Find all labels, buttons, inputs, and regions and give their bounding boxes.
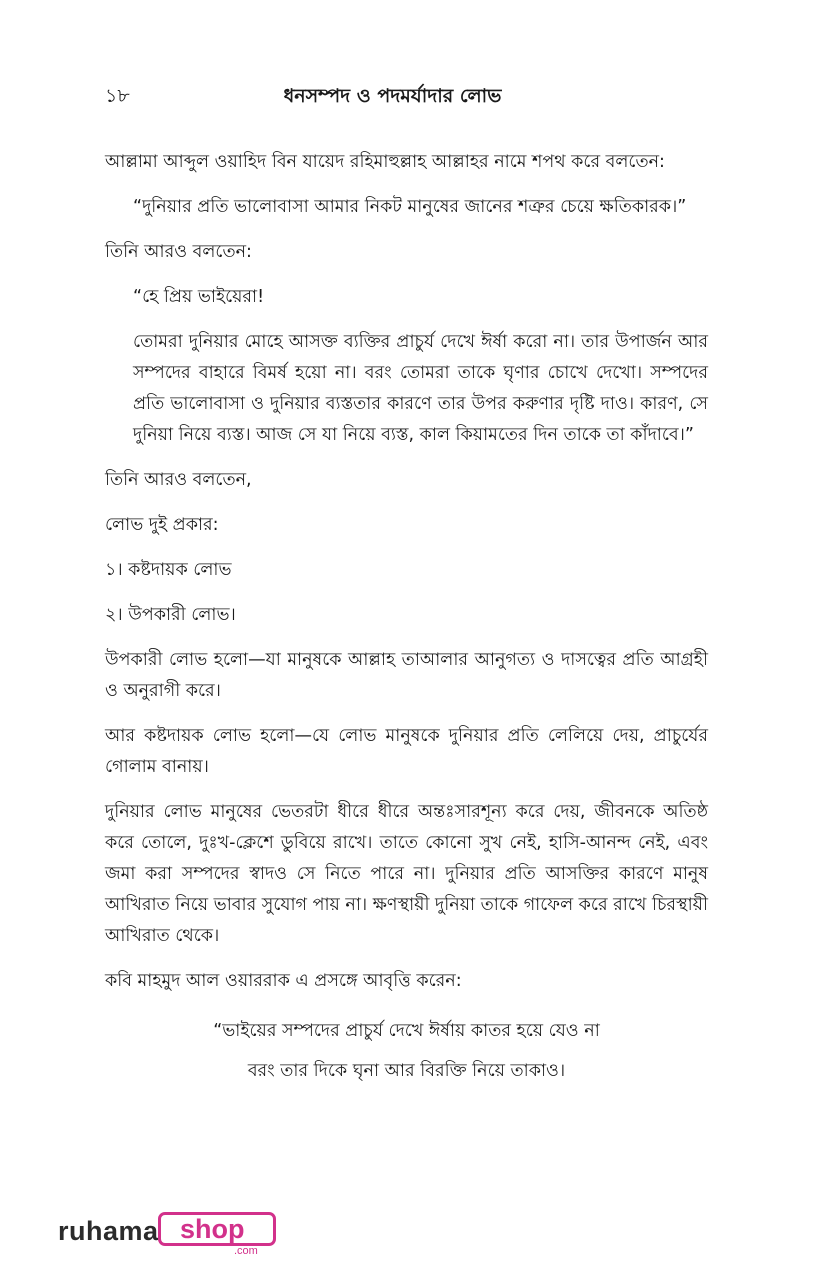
page-number: ১৮	[105, 85, 130, 107]
paragraph: কবি মাহমুদ আল ওয়াররাক এ প্রসঙ্গে আবৃত্তি করেন:	[105, 971, 462, 991]
poem	[105, 1011, 708, 1091]
quote-block	[105, 282, 708, 451]
paragraph: তিনি আরও বলতেন:	[105, 242, 252, 262]
paragraph: আর কষ্টদায়ক লোভ হলো—যে লোভ মানুষকে দুনিয়ার প্রতি লেলিয়ে দেয়, প্রাচুর্যের গোলাম বানায়।	[105, 726, 708, 777]
poem-line: “ভাইয়ের সম্পদের প্রাচুর্য দেখে ঈর্ষায় কাতর হয়ে যেও না	[213, 1021, 600, 1041]
logo-text-domain: .com	[234, 1245, 258, 1257]
poem-line: বরং তার দিকে ঘৃনা আর বিরক্তি নিয়ে তাকাও।	[247, 1061, 566, 1081]
paragraph: তিনি আরও বলতেন,	[105, 470, 252, 490]
quote-body: তোমরা দুনিয়ার মোহে আসক্ত ব্যক্তির প্রাচুর্য দেখে ঈর্ষা করো না। তার উপার্জন আর সম্পদের বাহারে বিমর্ষ হয়ো না। বরং তোমরা তাকে ঘৃণার চোখে দেখো। সম্পদের প্রতি ভালোবাসা ও দুনিয়ার ব্যস্ততার কারণে তার উপর করুণার দৃষ্টি দাও। কারণ, সে দুনিয়া নিয়ে ব্যস্ত। আজ সে যা নিয়ে ব্যস্ত, কাল কিয়ামতের দিন তাকে তা কাঁদাবে।”	[133, 332, 708, 445]
list-item: ১। কষ্টদায়ক লোভ	[105, 560, 232, 580]
paragraph: দুনিয়ার লোভ মানুষের ভেতরটা ধীরে ধীরে অন্তঃসারশূন্য করে দেয়, জীবনকে অতিষ্ঠ করে তোলে, দুঃখ-ক্লেশে ডুবিয়ে রাখে। তাতে কোনো সুখ নেই, হাসি-আনন্দ নেই, এবং জমা করা সম্পদের স্বাদও সে নিতে পারে না। দুনিয়ার প্রতি আসক্তির কারণে মানুষ আখিরাত নিয়ে ভাবার সুযোগ পায় না। ক্ষণস্থায়ী দুনিয়া তাকে গাফেল করে রাখে চিরস্থায়ী আখিরাত থেকে।	[105, 802, 708, 946]
page-header	[105, 82, 680, 114]
quote-opening: “হে প্রিয় ভাইয়েরা!	[133, 287, 265, 307]
logo-text-shop: shop	[180, 1214, 245, 1244]
list-item: ২। উপকারী লোভ।	[105, 605, 236, 625]
running-title: ধনসম্পদ ও পদমর্যাদার লোভ	[283, 85, 502, 107]
paragraph: উপকারী লোভ হলো—যা মানুষকে আল্লাহ তাআলার আনুগত্য ও দাসত্বের প্রতি আগ্রহী ও অনুরাগী করে।	[105, 650, 708, 701]
paragraph: লোভ দুই প্রকার:	[105, 515, 219, 535]
paragraph: আল্লামা আব্দুল ওয়াহিদ বিন যায়েদ রহিমাহুল্লাহ আল্লাহর নামে শপথ করে বলতেন:	[105, 152, 665, 172]
logo-text-ruhama: ruhama	[58, 1216, 159, 1246]
ruhamashop-logo	[58, 1212, 258, 1258]
body-text	[105, 147, 708, 1091]
quote: “দুনিয়ার প্রতি ভালোবাসা আমার নিকট মানুষের জানের শত্রুর চেয়ে ক্ষতিকারক।”	[133, 197, 687, 217]
